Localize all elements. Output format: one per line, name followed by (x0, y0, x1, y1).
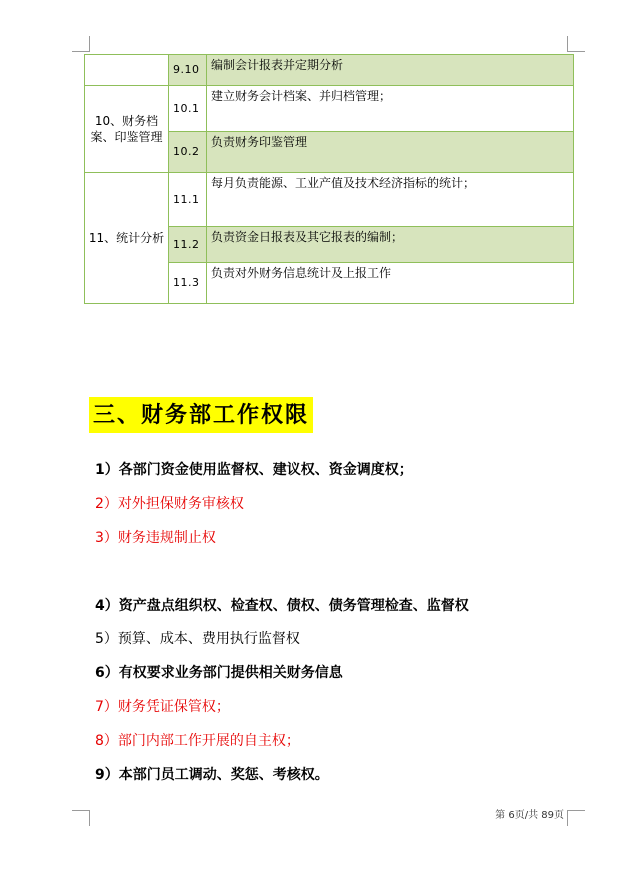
list-item: 9）本部门员工调动、奖惩、考核权。 (95, 767, 329, 783)
item-number: 10.1 (169, 86, 207, 132)
item-description: 负责资金日报表及其它报表的编制； (207, 227, 574, 263)
item-description: 负责对外财务信息统计及上报工作 (207, 263, 574, 304)
crop-mark (567, 36, 568, 52)
table-row (85, 173, 574, 227)
category-cell: 10、财务档案、印鉴管理 (85, 86, 169, 173)
crop-mark (89, 36, 90, 52)
item-number: 10.2 (169, 132, 207, 173)
table-row (85, 86, 574, 132)
item-number: 11.2 (169, 227, 207, 263)
crop-mark (72, 51, 89, 52)
crop-mark (568, 810, 585, 811)
category-cell: 11、统计分析 (85, 173, 169, 304)
list-item: 4）资产盘点组织权、检查权、债权、债务管理检查、监督权 (95, 598, 469, 614)
item-description: 建立财务会计档案、并归档管理； (207, 86, 574, 132)
item-description: 负责财务印鉴管理 (207, 132, 574, 173)
page-number: 第 6页/共 89页 (495, 810, 564, 821)
list-item: 5）预算、成本、费用执行监督权 (95, 631, 300, 647)
item-number: 9.10 (169, 55, 207, 86)
section-heading: 三、财务部工作权限 (89, 397, 313, 433)
list-item: 8）部门内部工作开展的自主权； (95, 733, 300, 749)
crop-mark (568, 51, 585, 52)
list-item: 7）财务凭证保管权； (95, 699, 230, 715)
list-item: 3）财务违规制止权 (95, 530, 216, 546)
crop-mark (567, 810, 568, 826)
item-number: 11.1 (169, 173, 207, 227)
list-item: 6）有权要求业务部门提供相关财务信息 (95, 665, 343, 681)
table-row (85, 55, 574, 86)
crop-mark (72, 810, 89, 811)
category-cell (85, 55, 169, 86)
item-description: 编制会计报表并定期分析 (207, 55, 574, 86)
list-item: 2）对外担保财务审核权 (95, 496, 244, 512)
item-number: 11.3 (169, 263, 207, 304)
item-description: 每月负责能源、工业产值及技术经济指标的统计； (207, 173, 574, 227)
crop-mark (89, 810, 90, 826)
responsibility-table (84, 54, 574, 304)
list-item: 1）各部门资金使用监督权、建议权、资金调度权； (95, 462, 413, 478)
